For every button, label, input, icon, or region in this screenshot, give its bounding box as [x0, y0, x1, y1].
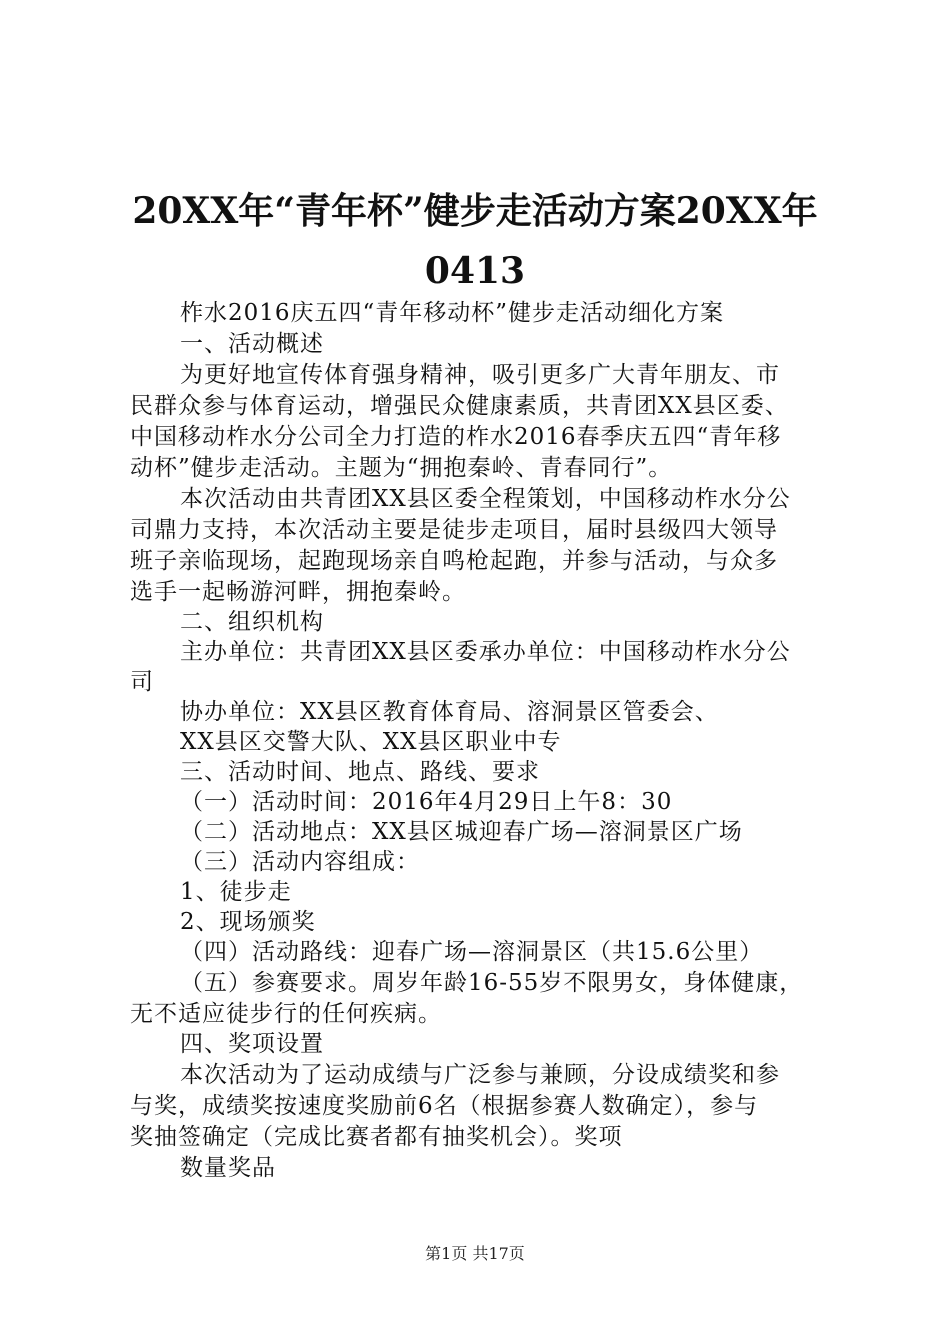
list-item: （二）活动地点：XX县区城迎春广场—溶洞景区广场 [180, 819, 743, 845]
list-item: （三）活动内容组成： [180, 849, 420, 875]
paragraph-line: 本次活动由共青团XX县区委全程策划，中国移动柞水分公 [180, 486, 791, 512]
paragraph-line: 数量奖品 [180, 1155, 276, 1181]
paragraph-line: 为更好地宣传体育强身精神，吸引更多广大青年朋友、市 [180, 362, 780, 388]
paragraph-line: 本次活动为了运动成绩与广泛参与兼顾，分设成绩奖和参 [180, 1062, 780, 1088]
list-item: （四）活动路线：迎春广场—溶洞景区（共15.6公里） [180, 939, 764, 965]
section-heading: 四、奖项设置 [180, 1031, 324, 1057]
section-heading: 二、组织机构 [180, 609, 324, 635]
paragraph-line: 与奖，成绩奖按速度奖励前6名（根据参赛人数确定），参与 [130, 1093, 759, 1119]
paragraph-line: 无不适应徒步行的任何疾病。 [130, 1001, 442, 1027]
paragraph-line: 动杯”健步走活动。主题为“拥抱秦岭、青春同行”。 [130, 455, 673, 481]
list-item: （五）参赛要求。周岁年龄16-55岁不限男女，身体健康， [180, 970, 804, 996]
paragraph-line: 选手一起畅游河畔，拥抱秦岭。 [130, 579, 466, 605]
document-title-line-2: 0413 [424, 250, 526, 292]
paragraph-line: 司 [130, 669, 154, 695]
paragraph-line: 主办单位：共青团XX县区委承办单位：中国移动柞水分公 [180, 639, 791, 665]
section-heading: 一、活动概述 [180, 331, 324, 357]
paragraph-line: 中国移动柞水分公司全力打造的柞水2016春季庆五四“青年移 [130, 424, 782, 450]
paragraph-line: 民群众参与体育运动，增强民众健康素质，共青团XX县区委、 [130, 393, 789, 419]
paragraph-line: 奖抽签确定（完成比赛者都有抽奖机会）。奖项 [130, 1124, 623, 1150]
list-item: 1、徒步走 [180, 879, 292, 905]
list-item: （一）活动时间：2016年4月29日上午8：30 [180, 789, 673, 815]
section-heading: 三、活动时间、地点、路线、要求 [180, 759, 540, 785]
page-number-footer: 第1页 共17页 [425, 1244, 525, 1263]
paragraph-line: 协办单位：XX县区教育体育局、溶洞景区管委会、 [180, 699, 719, 725]
paragraph-line: 司鼎力支持，本次活动主要是徒步走项目，届时县级四大领导 [130, 517, 778, 543]
subtitle-line: 柞水2016庆五四“青年移动杯”健步走活动细化方案 [180, 300, 725, 326]
document-title-line-1: 20XX年“青年杯”健步走活动方案20XX年 [132, 190, 818, 232]
paragraph-line: 班子亲临现场，起跑现场亲自鸣枪起跑，并参与活动，与众多 [130, 548, 778, 574]
paragraph-line: XX县区交警大队、XX县区职业中专 [180, 729, 562, 755]
list-item: 2、现场颁奖 [180, 909, 316, 935]
